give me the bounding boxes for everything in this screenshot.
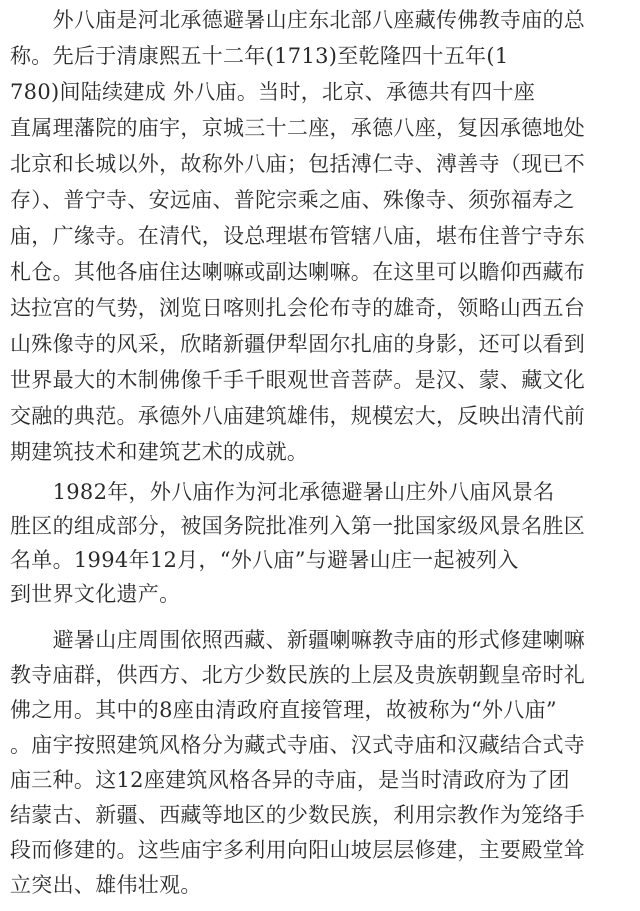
paragraph-1-line-8: 札仓。其他各庙住达喇嘛或副达喇嘛。在这里可以瞻仰西藏布	[10, 260, 586, 284]
paragraph-3-line-5: 庙三种。这12座建筑风格各异的寺庙，是当时清政府为了团	[10, 768, 570, 792]
paragraph-1-line-1: 外八庙是河北承德避暑山庄东北部八座藏传佛教寺庙的总	[10, 8, 586, 32]
paragraph-2-line-4: 到世界文化遗产。	[10, 582, 181, 606]
paragraph-3-line-6: 结蒙古、新疆、西藏等地区的少数民族，利用宗教作为笼络手	[10, 803, 586, 827]
paragraph-3-line-7: 段而修建的。这些庙宇多利用向阳山坡层层修建，主要殿堂耸	[10, 838, 586, 862]
paragraph-2-line-1: 1982年，外八庙作为河北承德避暑山庄外八庙风景名	[10, 480, 555, 504]
paragraph-1-line-10: 山殊像寺的风采，欣睹新疆伊犁固尔扎庙的身影，还可以看到	[10, 332, 586, 356]
paragraph-1-line-12: 交融的典范。承德外八庙建筑雄伟，规模宏大，反映出清代前	[10, 404, 586, 428]
paragraph-1-line-13: 期建筑技术和建筑艺术的成就。	[10, 440, 309, 464]
paragraph-1-line-2: 称。先后于清康熙五十二年(1713)至乾隆四十五年(1	[10, 44, 509, 68]
paragraph-1-line-5: 北京和长城以外，故称外八庙；包括溥仁寺、溥善寺（现已不	[10, 152, 586, 176]
paragraph-1-line-11: 世界最大的木制佛像千手千眼观世音菩萨。是汉、蒙、藏文化	[10, 368, 586, 392]
paragraph-3-line-2: 教寺庙群，供西方、北方少数民族的上层及贵族朝觐皇帝时礼	[10, 663, 586, 687]
paragraph-2-line-3: 名单。1994年12月，“外八庙”与避暑山庄一起被列入	[10, 548, 519, 572]
paragraph-1-line-7: 庙，广缘寺。在清代，设总理堪布管辖八庙，堪布住普宁寺东	[10, 224, 586, 248]
paragraph-1-line-9: 达拉宫的气势，浏览日喀则扎会伦布寺的雄奇，领略山西五台	[10, 296, 586, 320]
paragraph-1-line-6: 存）、普宁寺、安远庙、普陀宗乘之庙、殊像寺、须弥福寿之	[10, 188, 575, 212]
paragraph-3-line-1: 避暑山庄周围依照西藏、新疆喇嘛教寺庙的形式修建喇嘛	[10, 628, 586, 652]
paragraph-2-line-2: 胜区的组成部分，被国务院批准列入第一批国家级风景名胜区	[10, 514, 586, 538]
paragraph-3-line-3: 佛之用。其中的8座由清政府直接管理，故被称为“外八庙”	[10, 698, 557, 722]
paragraph-1-line-3: 780)间陆续建成 外八庙。当时，北京、承德共有四十座	[10, 80, 536, 104]
paragraph-1-line-4: 直属理藩院的庙宇，京城三十二座，承德八座，复因承德地处	[10, 116, 586, 140]
paragraph-3-line-8: 立突出、雄伟壮观。	[10, 873, 202, 897]
paragraph-3-line-4: 。庙宇按照建筑风格分为藏式寺庙、汉式寺庙和汉藏结合式寺	[10, 733, 586, 757]
